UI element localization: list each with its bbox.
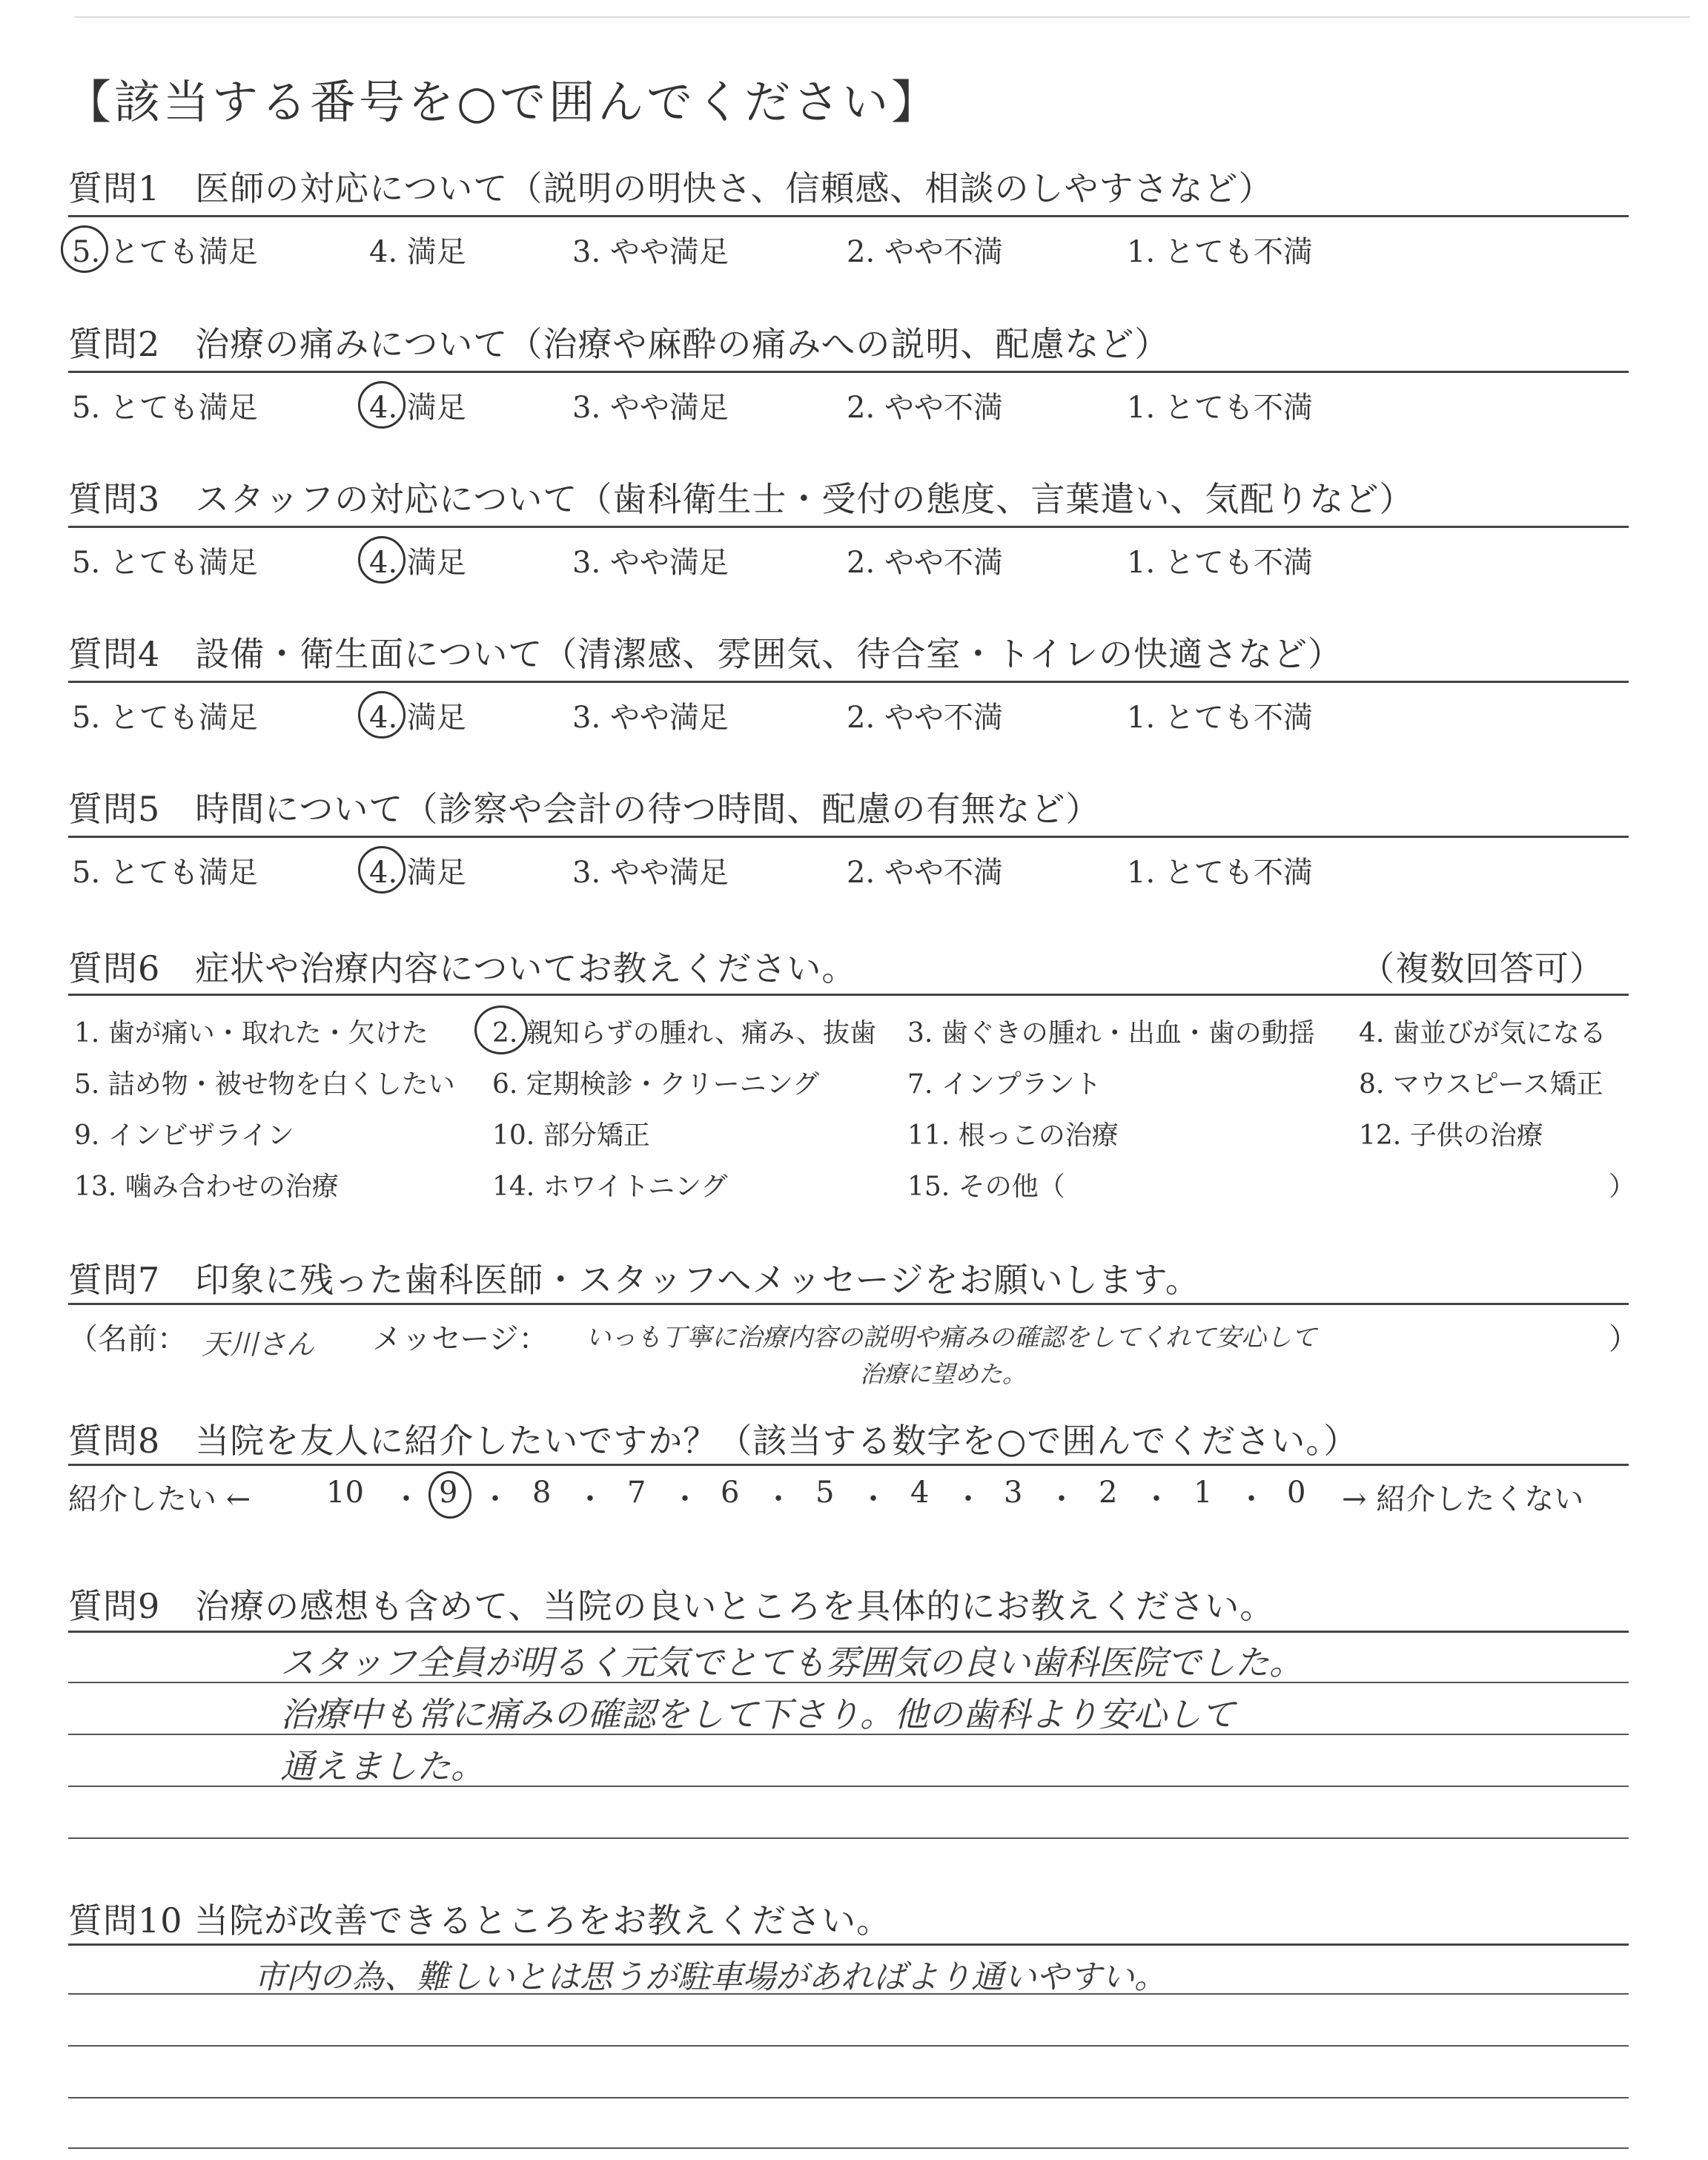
- q7-message-line-2[interactable]: 治療に望めた。: [860, 1360, 1027, 1388]
- q3-title: 質問3 スタッフの対応について（歯科衛生士・受付の態度、言葉遣い、気配りなど）: [68, 479, 1414, 519]
- q2-rule: [68, 371, 1629, 373]
- q8-scale-dot: ・: [1237, 1482, 1266, 1516]
- q6-rule: [68, 994, 1629, 996]
- q6-option-11[interactable]: 11. 根っこの治療: [907, 1120, 1119, 1151]
- q6-option-3[interactable]: 3. 歯ぐきの腫れ・出血・歯の動揺: [907, 1018, 1315, 1048]
- q8-scale-9[interactable]: 9: [439, 1476, 458, 1510]
- q1-option-1[interactable]: 1. とても不満: [1127, 235, 1313, 269]
- q8-scale-6[interactable]: 6: [721, 1476, 740, 1510]
- q8-scale-dot: ・: [953, 1482, 983, 1516]
- q6-option-13[interactable]: 13. 噛み合わせの治療: [74, 1172, 339, 1202]
- q6-option-5[interactable]: 5. 詰め物・被せ物を白くしたい: [74, 1069, 455, 1100]
- page-title: 【該当する番号を○で囲んでください】: [65, 75, 941, 129]
- q4-rule: [68, 681, 1629, 683]
- q6-option-9[interactable]: 9. インビザライン: [74, 1120, 294, 1151]
- q9-answer-line: [68, 1837, 1629, 1839]
- q2-option-2[interactable]: 2. やや不満: [847, 391, 1003, 425]
- q6-option-12[interactable]: 12. 子供の治療: [1359, 1120, 1543, 1151]
- q9-answer-line-2[interactable]: 治療中も常に痛みの確認をして下さり。他の歯科より安心して: [280, 1694, 1235, 1734]
- q8-scale-dot: ・: [575, 1482, 605, 1516]
- q6-option-6[interactable]: 6. 定期検診・クリーニング: [492, 1069, 820, 1100]
- q3-option-2[interactable]: 2. やや不満: [847, 546, 1003, 580]
- q5-option-2[interactable]: 2. やや不満: [847, 856, 1003, 890]
- q4-option-5[interactable]: 5. とても満足: [72, 701, 258, 735]
- q8-scale-3[interactable]: 3: [1004, 1476, 1023, 1510]
- q7-name-value[interactable]: 天川さん: [202, 1328, 315, 1361]
- q1-rule: [68, 215, 1629, 217]
- q8-scale-dot: ・: [391, 1482, 421, 1516]
- q8-right-label: → 紹介したくない: [1342, 1482, 1584, 1516]
- q2-title: 質問2 治療の痛みについて（治療や麻酔の痛みへの説明、配慮など）: [68, 324, 1170, 364]
- q8-scale-2[interactable]: 2: [1099, 1476, 1118, 1510]
- q10-answer-line: [68, 2147, 1629, 2149]
- q7-message-label: メッセージ：: [372, 1322, 549, 1356]
- q4-option-2[interactable]: 2. やや不満: [847, 701, 1003, 735]
- q8-scale-dot: ・: [480, 1482, 510, 1516]
- q2-option-4[interactable]: 4. 満足: [369, 391, 466, 425]
- q6-option-15-close: ）: [1609, 1172, 1636, 1202]
- q3-option-4[interactable]: 4. 満足: [369, 546, 466, 580]
- q6-option-4[interactable]: 4. 歯並びが気になる: [1359, 1018, 1606, 1048]
- q6-option-2[interactable]: 2. 親知らずの腫れ、痛み、抜歯: [492, 1018, 877, 1048]
- q6-option-8[interactable]: 8. マウスピース矯正: [1359, 1069, 1603, 1100]
- q3-option-1[interactable]: 1. とても不満: [1127, 546, 1313, 580]
- q5-option-5[interactable]: 5. とても満足: [72, 856, 258, 890]
- q5-option-1[interactable]: 1. とても不満: [1127, 856, 1313, 890]
- q8-title: 質問8 当院を友人に紹介したいですか？（該当する数字を○で囲んでください。）: [68, 1421, 1359, 1461]
- q10-title: 質問10 当院が改善できるところをお教えください。: [68, 1900, 892, 1941]
- q5-option-3[interactable]: 3. やや満足: [572, 856, 729, 890]
- q8-scale-dot: ・: [764, 1482, 793, 1516]
- q6-option-7[interactable]: 7. インプラント: [907, 1069, 1102, 1100]
- q6-note: （複数回答可）: [1360, 948, 1604, 988]
- q3-option-5[interactable]: 5. とても満足: [72, 546, 258, 580]
- q8-scale-8[interactable]: 8: [532, 1476, 552, 1510]
- q6-option-1[interactable]: 1. 歯が痛い・取れた・欠けた: [74, 1018, 428, 1048]
- q8-scale-10[interactable]: 10: [326, 1476, 364, 1510]
- q2-option-1[interactable]: 1. とても不満: [1127, 391, 1313, 425]
- q4-option-1[interactable]: 1. とても不満: [1127, 701, 1313, 735]
- q8-scale-dot: ・: [1142, 1482, 1171, 1516]
- q6-option-10[interactable]: 10. 部分矯正: [492, 1120, 650, 1151]
- q8-scale-dot: ・: [858, 1482, 888, 1516]
- q6-option-15[interactable]: 15. その他（: [907, 1172, 1065, 1202]
- q8-scale-dot: ・: [1047, 1482, 1076, 1516]
- q4-option-4[interactable]: 4. 満足: [369, 701, 466, 735]
- q1-title: 質問1 医師の対応について（説明の明快さ、信頼感、相談のしやすさなど）: [68, 168, 1274, 208]
- q9-answer-line-1[interactable]: スタッフ全員が明るく元気でとても雰囲気の良い歯科医院でした。: [280, 1642, 1303, 1682]
- q6-option-14[interactable]: 14. ホワイトニング: [492, 1172, 728, 1202]
- q8-scale-dot: ・: [670, 1482, 700, 1516]
- q3-rule: [68, 526, 1629, 528]
- q10-answer-line: [68, 2045, 1629, 2047]
- page-top-edge: [74, 16, 1690, 18]
- q8-scale-7[interactable]: 7: [627, 1476, 646, 1510]
- q2-option-3[interactable]: 3. やや満足: [572, 391, 729, 425]
- q8-scale-4[interactable]: 4: [910, 1476, 930, 1510]
- q1-option-4[interactable]: 4. 満足: [369, 235, 466, 269]
- q1-option-5[interactable]: 5. とても満足: [72, 235, 258, 269]
- q2-option-5[interactable]: 5. とても満足: [72, 391, 258, 425]
- q7-title: 質問7 印象に残った歯科医師・スタッフへメッセージをお願いします。: [68, 1260, 1200, 1300]
- q5-option-4[interactable]: 4. 満足: [369, 856, 466, 890]
- q7-close-paren: ）: [1609, 1322, 1638, 1356]
- q8-scale-5[interactable]: 5: [815, 1476, 835, 1510]
- q4-title: 質問4 設備・衛生面について（清潔感、雰囲気、待合室・トイレの快適さなど）: [68, 634, 1343, 674]
- q7-message-line-1[interactable]: いっも丁寧に治療内容の説明や痛みの確認をしてくれて安心して: [586, 1323, 1317, 1353]
- q1-option-2[interactable]: 2. やや不満: [847, 235, 1003, 269]
- q7-rule: [68, 1303, 1629, 1305]
- q10-answer-line: [68, 2097, 1629, 2098]
- q6-title: 質問6 症状や治療内容についてお教えください。: [68, 948, 857, 988]
- q8-rule: [68, 1464, 1629, 1466]
- q9-title: 質問9 治療の感想も含めて、当院の良いところを具体的にお教えください。: [68, 1586, 1275, 1626]
- q3-option-3[interactable]: 3. やや満足: [572, 546, 729, 580]
- q10-rule: [68, 1943, 1629, 1946]
- q8-left-label: 紹介したい ←: [68, 1482, 251, 1516]
- q10-answer-line-1[interactable]: 市内の為、難しいとは思うが駐車場があればより通いやすい。: [254, 1958, 1167, 1996]
- q8-scale-1[interactable]: 1: [1194, 1476, 1213, 1510]
- q9-rule: [68, 1631, 1629, 1633]
- q9-answer-line-3[interactable]: 通えました。: [280, 1746, 485, 1786]
- q4-option-3[interactable]: 3. やや満足: [572, 701, 729, 735]
- q5-rule: [68, 836, 1629, 838]
- q1-option-3[interactable]: 3. やや満足: [572, 235, 729, 269]
- q5-title: 質問5 時間について（診察や会計の待つ時間、配慮の有無など）: [68, 789, 1101, 829]
- q8-scale-0[interactable]: 0: [1287, 1476, 1306, 1510]
- q7-name-label: （名前：: [68, 1322, 187, 1356]
